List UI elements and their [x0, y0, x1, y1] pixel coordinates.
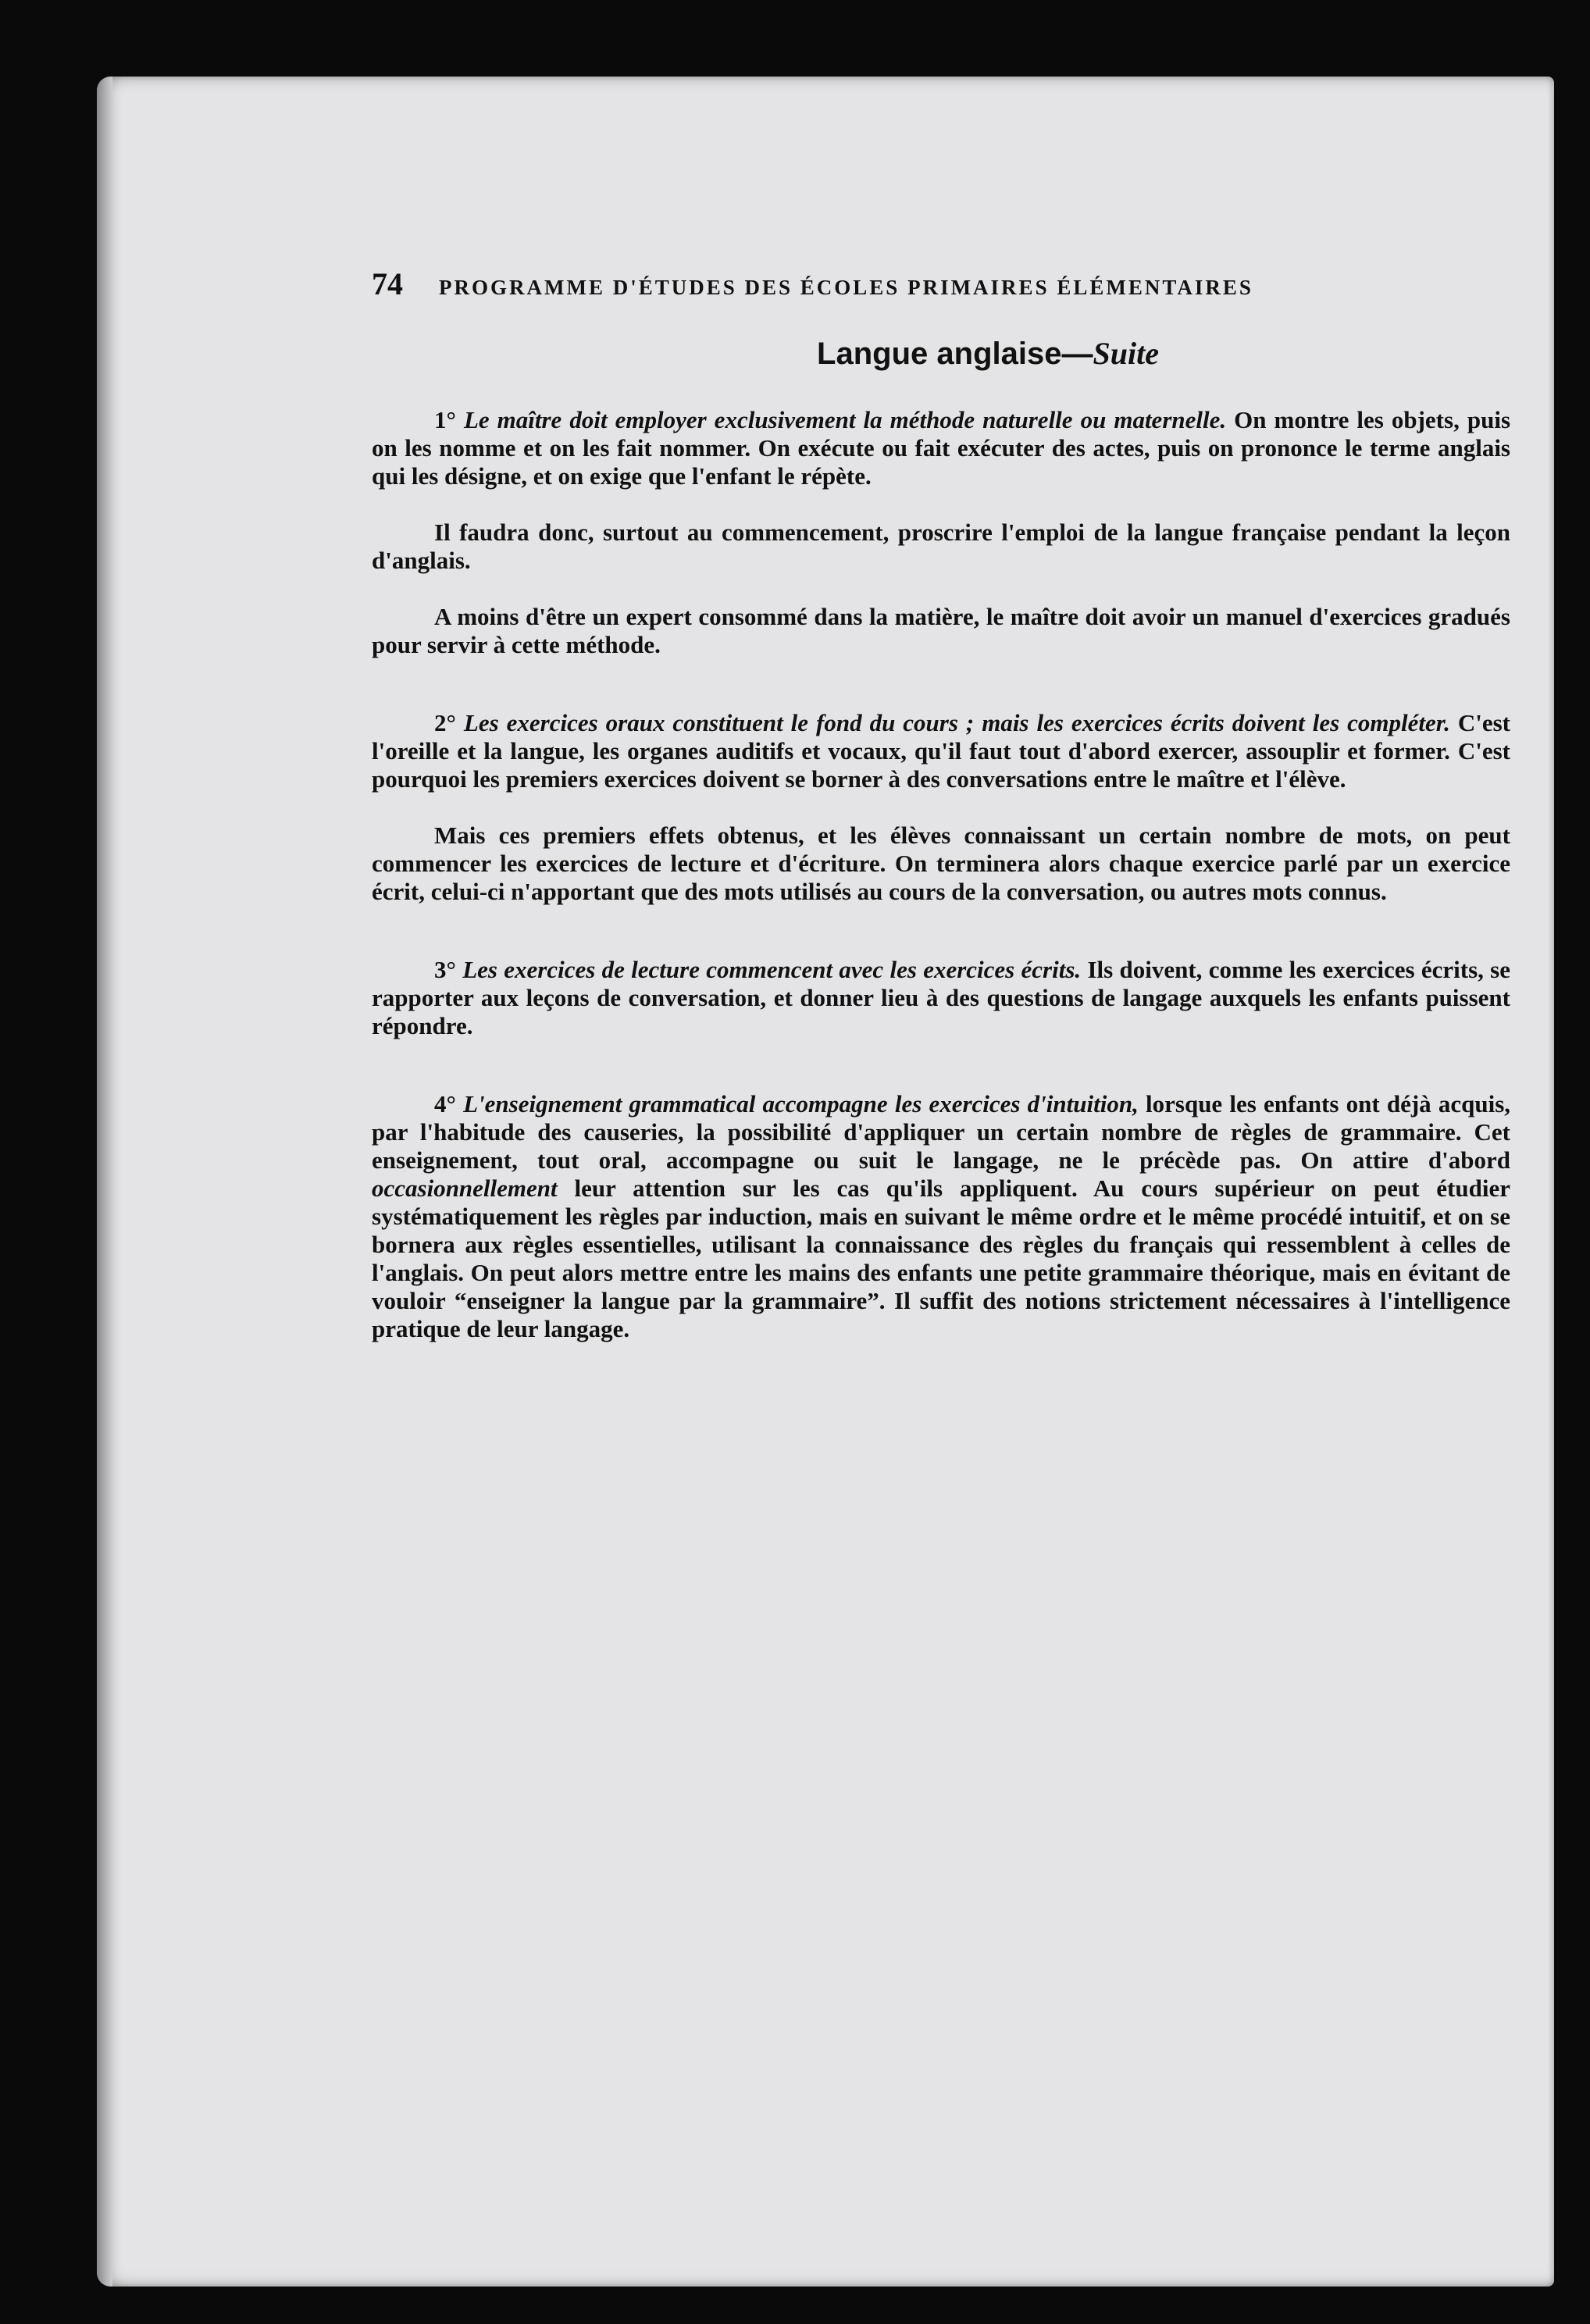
paragraph-6-text: Ils doivent, comme les exercices écrits, se rapporter aux leçons de conversation, et donner lieu à des questions de langage auxquels les enfants puissent répondre. — [372, 956, 1511, 1039]
paragraph-4-text: C'est l'oreille et la langue, les organes auditifs et vocaux, qu'il faut tout d'abord exercer, assouplir et former. C'est pourquoi les premiers exercices doivent se borner à des conversations entre le maître et l'élève. — [372, 709, 1511, 793]
paragraph-7-text-a: lorsque les enfants ont déjà acquis, par l'habitude des causeries, la possibilité d'appliquer un certain nombre de règles de grammaire. Cet enseignement, tout oral, accompagne ou suit le langage, ne le précède pas. On attire d'abord — [372, 1090, 1511, 1174]
paragraph-4 — [372, 709, 1510, 793]
paragraph-1 — [372, 406, 1510, 490]
paragraph-4-lead: Les exercices oraux constituent le fond du cours ; mais les exercices écrits doivent les compléter. — [463, 709, 1450, 736]
paragraph-1-text: On montre les objets, puis on les nomme et on les fait nommer. On exécute ou fait exécuter des actes, puis on prononce le terme anglais qui les désigne, et on exige que l'enfant le répète. — [372, 406, 1511, 490]
running-head — [372, 266, 1510, 302]
section-title-suffix: Suite — [1093, 336, 1159, 371]
section-title-main: Langue anglaise— — [817, 337, 1093, 371]
running-title: PROGRAMME D'ÉTUDES DES ÉCOLES PRIMAIRES ÉLÉMENTAIRES — [439, 276, 1253, 299]
paragraph-7-italic-mid: occasionnellement — [372, 1174, 558, 1202]
page-binding-edge — [97, 77, 112, 2287]
paragraph-4-number: 2° — [434, 709, 456, 736]
paragraph-2 — [372, 519, 1510, 575]
page-number: 74 — [372, 266, 403, 301]
paragraph-3-text: A moins d'être un expert consommé dans la matière, le maître doit avoir un manuel d'exercices gradués pour servir à cette méthode. — [372, 603, 1510, 658]
paragraph-7-text-b: leur attention sur les cas qu'ils appliquent. Au cours supérieur on peut étudier systématiquement les règles par induction, mais en suivant le même ordre et le même procédé intuitif, et on se bornera aux règles essentielles, utilisant la connaissance des règles du français qui ressemblent à celles de l'anglais. On peut alors mettre entre les mains des enfants une petite grammaire théorique, mais en évitant de vouloir “enseigner la langue par la grammaire”. Il suffit des notions strictement nécessaires à l'intelligence pratique de leur langage. — [372, 1174, 1510, 1342]
paragraph-6-lead: Les exercices de lecture commencent avec les exercices écrits. — [462, 956, 1082, 983]
page-content — [372, 266, 1510, 1371]
paragraph-1-number: 1° — [434, 406, 456, 433]
paragraph-1-lead: Le maître doit employer exclusivement la méthode naturelle ou maternelle. — [463, 406, 1227, 433]
paragraph-5 — [372, 822, 1510, 906]
section-title — [372, 335, 1510, 372]
paragraph-6 — [372, 956, 1510, 1040]
paragraph-7-lead: L'enseignement grammatical accompagne les exercices d'intuition, — [463, 1090, 1139, 1117]
paragraph-3 — [372, 603, 1510, 659]
paragraph-6-number: 3° — [434, 956, 456, 983]
paragraph-7 — [372, 1090, 1510, 1343]
paragraph-2-text: Il faudra donc, surtout au commencement, proscrire l'emploi de la langue française pendant la leçon d'anglais. — [372, 519, 1510, 574]
paragraph-5-text: Mais ces premiers effets obtenus, et les élèves connaissant un certain nombre de mots, on peut commencer les exercices de lecture et d'écriture. On terminera alors chaque exercice parlé par un exercice écrit, celui-ci n'apportant que des mots utilisés au cours de la conversation, ou autres mots connus. — [372, 822, 1510, 905]
paragraph-7-number: 4° — [434, 1090, 456, 1117]
